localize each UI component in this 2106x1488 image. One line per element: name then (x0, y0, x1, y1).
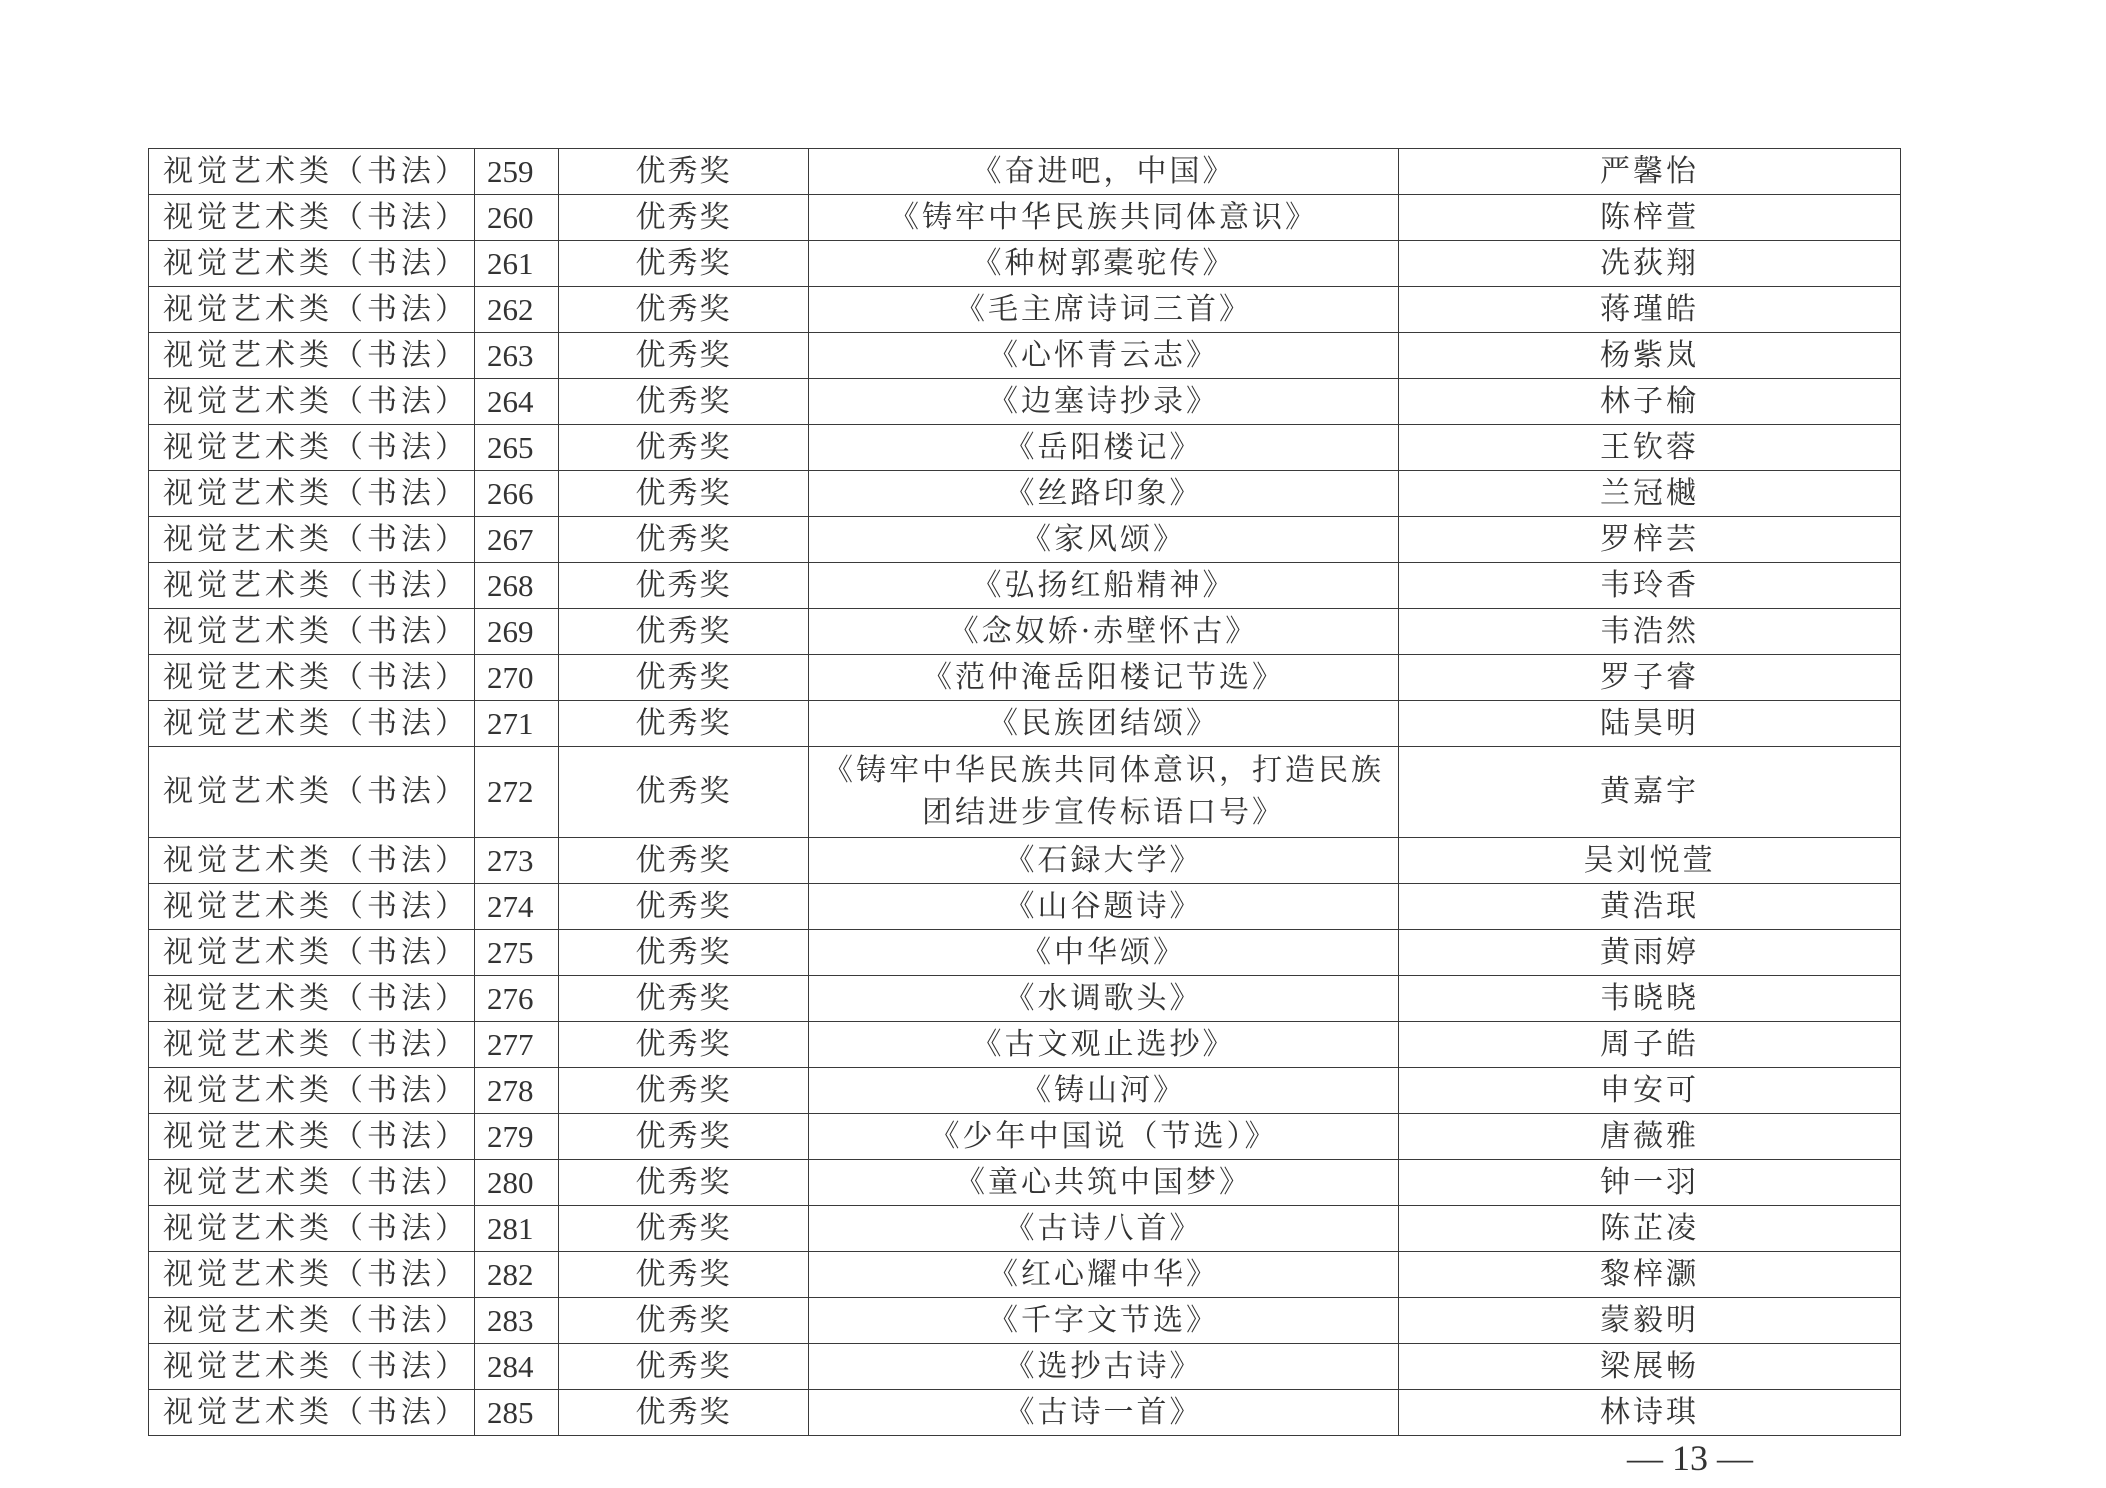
category-cell: 视觉艺术类（书法） (149, 1252, 475, 1298)
winner-name-cell: 吴刘悦萱 (1399, 838, 1901, 884)
table-row (149, 930, 1901, 976)
work-title-cell: 《水调歌头》 (809, 976, 1399, 1022)
table-row (149, 1022, 1901, 1068)
category-cell: 视觉艺术类（书法） (149, 379, 475, 425)
award-cell: 优秀奖 (559, 195, 809, 241)
table-row (149, 471, 1901, 517)
table-row (149, 1298, 1901, 1344)
table-row (149, 1252, 1901, 1298)
category-cell: 视觉艺术类（书法） (149, 747, 475, 838)
award-cell: 优秀奖 (559, 747, 809, 838)
winner-name-cell: 林子榆 (1399, 379, 1901, 425)
work-title-cell: 《心怀青云志》 (809, 333, 1399, 379)
number-cell: 280 (475, 1160, 559, 1206)
award-cell: 优秀奖 (559, 1022, 809, 1068)
award-cell: 优秀奖 (559, 884, 809, 930)
number-cell: 259 (475, 149, 559, 195)
award-cell: 优秀奖 (559, 1206, 809, 1252)
award-cell: 优秀奖 (559, 701, 809, 747)
table-row (149, 838, 1901, 884)
winner-name-cell: 黄嘉宇 (1399, 747, 1901, 838)
table-row (149, 241, 1901, 287)
award-cell: 优秀奖 (559, 333, 809, 379)
category-cell: 视觉艺术类（书法） (149, 838, 475, 884)
number-cell: 284 (475, 1344, 559, 1390)
work-title-cell: 《红心耀中华》 (809, 1252, 1399, 1298)
work-title-cell: 《古文观止选抄》 (809, 1022, 1399, 1068)
work-title-cell: 《中华颂》 (809, 930, 1399, 976)
table-row (149, 425, 1901, 471)
award-cell: 优秀奖 (559, 1068, 809, 1114)
number-cell: 278 (475, 1068, 559, 1114)
winner-name-cell: 杨紫岚 (1399, 333, 1901, 379)
category-cell: 视觉艺术类（书法） (149, 195, 475, 241)
table-row (149, 287, 1901, 333)
category-cell: 视觉艺术类（书法） (149, 1068, 475, 1114)
award-cell: 优秀奖 (559, 287, 809, 333)
category-cell: 视觉艺术类（书法） (149, 1206, 475, 1252)
work-title-cell: 《范仲淹岳阳楼记节选》 (809, 655, 1399, 701)
category-cell: 视觉艺术类（书法） (149, 241, 475, 287)
number-cell: 263 (475, 333, 559, 379)
number-cell: 266 (475, 471, 559, 517)
category-cell: 视觉艺术类（书法） (149, 655, 475, 701)
work-title-cell: 《边塞诗抄录》 (809, 379, 1399, 425)
table-row (149, 884, 1901, 930)
table-row (149, 1160, 1901, 1206)
winner-name-cell: 梁展畅 (1399, 1344, 1901, 1390)
winner-name-cell: 罗梓芸 (1399, 517, 1901, 563)
winner-name-cell: 兰冠樾 (1399, 471, 1901, 517)
number-cell: 264 (475, 379, 559, 425)
winner-name-cell: 蒙毅明 (1399, 1298, 1901, 1344)
category-cell: 视觉艺术类（书法） (149, 884, 475, 930)
page-number: — 13 — (1627, 1438, 1753, 1478)
category-cell: 视觉艺术类（书法） (149, 1344, 475, 1390)
award-cell: 优秀奖 (559, 1160, 809, 1206)
award-cell: 优秀奖 (559, 149, 809, 195)
award-cell: 优秀奖 (559, 1390, 809, 1436)
number-cell: 268 (475, 563, 559, 609)
table-row (149, 747, 1901, 838)
category-cell: 视觉艺术类（书法） (149, 333, 475, 379)
table-row (149, 1344, 1901, 1390)
work-title-cell: 《岳阳楼记》 (809, 425, 1399, 471)
winner-name-cell: 蒋瑾皓 (1399, 287, 1901, 333)
number-cell: 267 (475, 517, 559, 563)
work-title-cell: 《毛主席诗词三首》 (809, 287, 1399, 333)
award-cell: 优秀奖 (559, 471, 809, 517)
number-cell: 285 (475, 1390, 559, 1436)
category-cell: 视觉艺术类（书法） (149, 563, 475, 609)
table-row (149, 655, 1901, 701)
award-cell: 优秀奖 (559, 517, 809, 563)
table-row (149, 976, 1901, 1022)
winner-name-cell: 陆昊明 (1399, 701, 1901, 747)
work-title-cell: 《古诗一首》 (809, 1390, 1399, 1436)
award-cell: 优秀奖 (559, 241, 809, 287)
winner-name-cell: 钟一羽 (1399, 1160, 1901, 1206)
category-cell: 视觉艺术类（书法） (149, 609, 475, 655)
work-title-cell: 《山谷题诗》 (809, 884, 1399, 930)
winner-name-cell: 严馨怡 (1399, 149, 1901, 195)
number-cell: 262 (475, 287, 559, 333)
winner-name-cell: 陈芷凌 (1399, 1206, 1901, 1252)
table-row (149, 333, 1901, 379)
work-title-cell: 《民族团结颂》 (809, 701, 1399, 747)
winner-name-cell: 黎梓灏 (1399, 1252, 1901, 1298)
award-cell: 优秀奖 (559, 1114, 809, 1160)
number-cell: 281 (475, 1206, 559, 1252)
category-cell: 视觉艺术类（书法） (149, 1160, 475, 1206)
category-cell: 视觉艺术类（书法） (149, 1390, 475, 1436)
table-row (149, 1068, 1901, 1114)
work-title-cell: 《弘扬红船精神》 (809, 563, 1399, 609)
table-row (149, 195, 1901, 241)
winner-name-cell: 黄浩珉 (1399, 884, 1901, 930)
number-cell: 273 (475, 838, 559, 884)
number-cell: 269 (475, 609, 559, 655)
winner-name-cell: 韦玲香 (1399, 563, 1901, 609)
number-cell: 275 (475, 930, 559, 976)
award-table (148, 148, 1901, 1436)
work-title-cell: 《铸山河》 (809, 1068, 1399, 1114)
winner-name-cell: 申安可 (1399, 1068, 1901, 1114)
work-title-cell: 《选抄古诗》 (809, 1344, 1399, 1390)
table-row (149, 517, 1901, 563)
winner-name-cell: 周子皓 (1399, 1022, 1901, 1068)
work-title-cell: 《丝路印象》 (809, 471, 1399, 517)
award-cell: 优秀奖 (559, 655, 809, 701)
number-cell: 279 (475, 1114, 559, 1160)
work-title-cell: 《种树郭橐驼传》 (809, 241, 1399, 287)
award-cell: 优秀奖 (559, 609, 809, 655)
award-cell: 优秀奖 (559, 425, 809, 471)
award-cell: 优秀奖 (559, 563, 809, 609)
award-cell: 优秀奖 (559, 1344, 809, 1390)
work-title-cell: 《铸牢中华民族共同体意识》 (809, 195, 1399, 241)
award-table-body (149, 149, 1901, 1436)
category-cell: 视觉艺术类（书法） (149, 701, 475, 747)
category-cell: 视觉艺术类（书法） (149, 930, 475, 976)
table-row (149, 701, 1901, 747)
number-cell: 282 (475, 1252, 559, 1298)
number-cell: 272 (475, 747, 559, 838)
winner-name-cell: 罗子睿 (1399, 655, 1901, 701)
work-title-cell: 《铸牢中华民族共同体意识，打造民族团结进步宣传标语口号》 (809, 747, 1399, 838)
award-cell: 优秀奖 (559, 976, 809, 1022)
table-row (149, 1114, 1901, 1160)
table-row (149, 149, 1901, 195)
category-cell: 视觉艺术类（书法） (149, 1022, 475, 1068)
award-cell: 优秀奖 (559, 838, 809, 884)
work-title-cell: 《千字文节选》 (809, 1298, 1399, 1344)
table-row (149, 1390, 1901, 1436)
table-row (149, 1206, 1901, 1252)
number-cell: 283 (475, 1298, 559, 1344)
number-cell: 271 (475, 701, 559, 747)
number-cell: 261 (475, 241, 559, 287)
winner-name-cell: 黄雨婷 (1399, 930, 1901, 976)
award-cell: 优秀奖 (559, 379, 809, 425)
number-cell: 270 (475, 655, 559, 701)
number-cell: 274 (475, 884, 559, 930)
table-row (149, 379, 1901, 425)
winner-name-cell: 陈梓萱 (1399, 195, 1901, 241)
number-cell: 276 (475, 976, 559, 1022)
work-title-cell: 《石録大学》 (809, 838, 1399, 884)
table-row (149, 563, 1901, 609)
winner-name-cell: 唐薇雅 (1399, 1114, 1901, 1160)
work-title-cell: 《童心共筑中国梦》 (809, 1160, 1399, 1206)
category-cell: 视觉艺术类（书法） (149, 149, 475, 195)
category-cell: 视觉艺术类（书法） (149, 976, 475, 1022)
number-cell: 260 (475, 195, 559, 241)
category-cell: 视觉艺术类（书法） (149, 287, 475, 333)
number-cell: 277 (475, 1022, 559, 1068)
category-cell: 视觉艺术类（书法） (149, 1298, 475, 1344)
category-cell: 视觉艺术类（书法） (149, 425, 475, 471)
work-title-cell: 《家风颂》 (809, 517, 1399, 563)
work-title-cell: 《古诗八首》 (809, 1206, 1399, 1252)
category-cell: 视觉艺术类（书法） (149, 471, 475, 517)
winner-name-cell: 冼荻翔 (1399, 241, 1901, 287)
work-title-cell: 《奋进吧，中国》 (809, 149, 1399, 195)
award-cell: 优秀奖 (559, 1252, 809, 1298)
award-cell: 优秀奖 (559, 930, 809, 976)
work-title-cell: 《少年中国说（节选）》 (809, 1114, 1399, 1160)
work-title-cell: 《念奴娇·赤壁怀古》 (809, 609, 1399, 655)
winner-name-cell: 林诗琪 (1399, 1390, 1901, 1436)
category-cell: 视觉艺术类（书法） (149, 517, 475, 563)
table-row (149, 609, 1901, 655)
winner-name-cell: 王钦蓉 (1399, 425, 1901, 471)
winner-name-cell: 韦晓晓 (1399, 976, 1901, 1022)
winner-name-cell: 韦浩然 (1399, 609, 1901, 655)
award-cell: 优秀奖 (559, 1298, 809, 1344)
category-cell: 视觉艺术类（书法） (149, 1114, 475, 1160)
number-cell: 265 (475, 425, 559, 471)
